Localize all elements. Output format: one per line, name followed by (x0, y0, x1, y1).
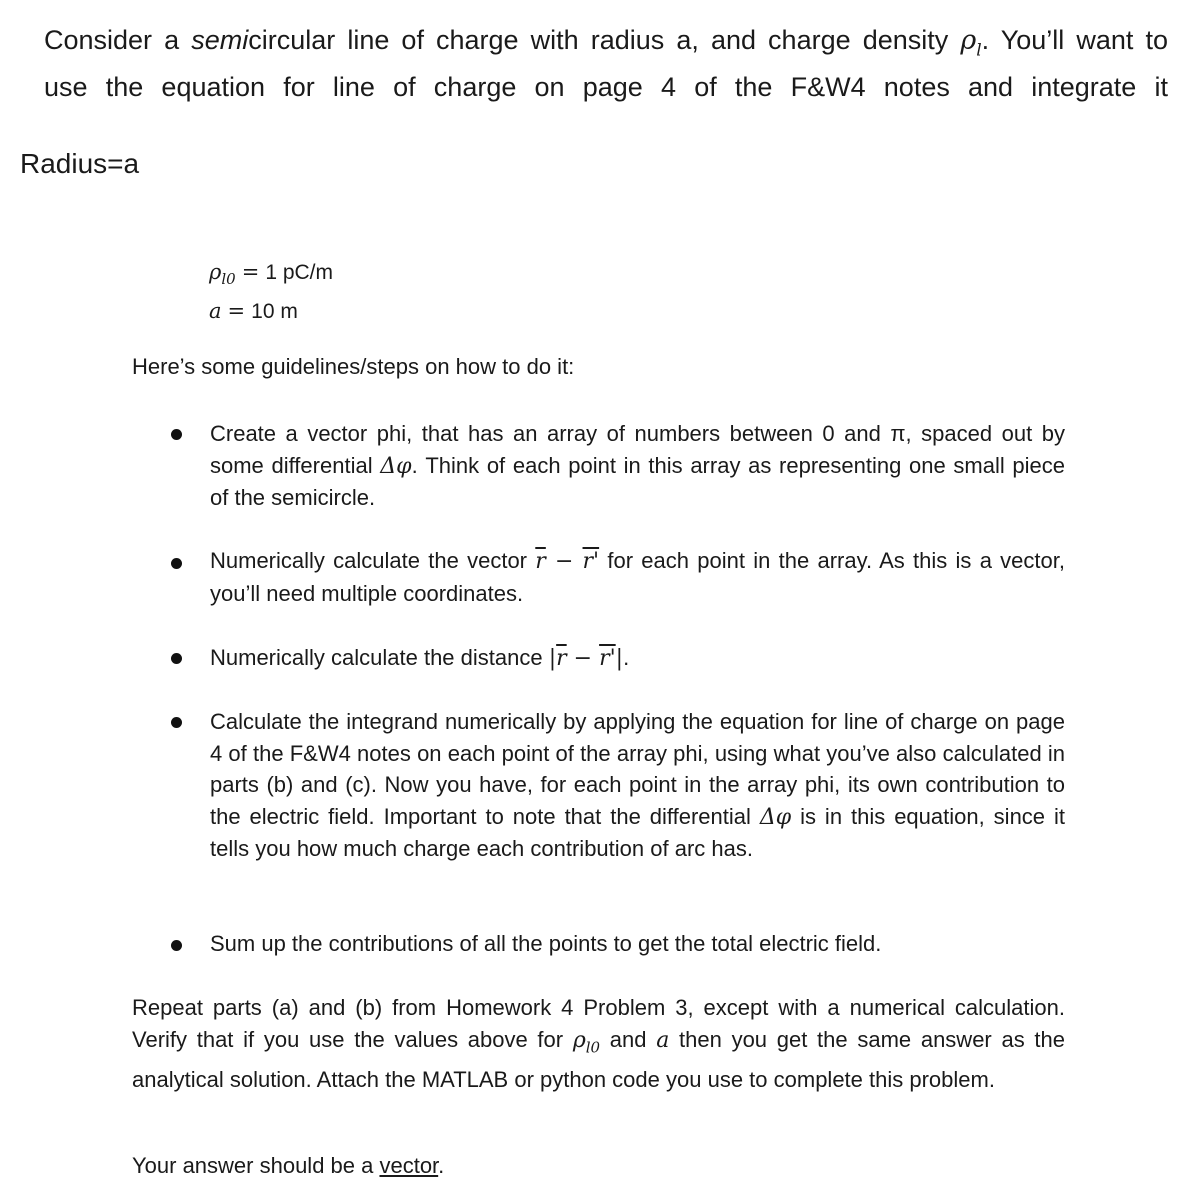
step-3: Numerically calculate the distance $|\overline{r} - r'|$. (210, 645, 630, 671)
given-a: a = 10 m (209, 299, 298, 324)
step-2: Numerically calculate the vector $\overline{r} - r'$ for each point in the array. As this is a vector, you’ll need multiple coordinates. (210, 548, 1065, 606)
bullet-icon (171, 653, 182, 664)
bullet-icon (171, 558, 182, 569)
bullet-icon (171, 717, 182, 728)
bullet-icon (171, 429, 182, 440)
rho-l0-symbol: $\rho_{l0}$ (572, 1027, 601, 1056)
step-4: Calculate the integrand numerically by applying the equation for line of charge on page 4 of the F&W4 notes on each point of the array phi, using what you’ve also calculated in parts (b) and (c). Now you have, for each point in the array phi, its own contribution to the electric field. Important to note that the differential Δφ is in this equation, since it tells you how much charge each contribution of arc has. (210, 709, 1065, 862)
closing-paragraph: Repeat parts (a) and (b) from Homework 4 Problem 3, except with a numerical calculation. Verify that if you use the values above for $\rho_{l0}$ and a then you get the same answer as the analytical solution. Attach the MATLAB or python code you use to complete this problem. (132, 995, 1065, 1092)
step-5: Sum up the contributions of all the points to get the total electric field. (210, 931, 882, 956)
guidelines-title: Here’s some guidelines/steps on how to do it: (132, 354, 575, 379)
intro-line-1: Consider a semicircular line of charge with radius a, and charge density $\rho_l$. You’ll want to (44, 25, 1168, 61)
given-rho0: $\rho_{l0} = 1$ pC/m (209, 260, 333, 289)
rho-l-symbol: $\rho_l$ (960, 25, 982, 61)
answer-line: Your answer should be a vector. (132, 1153, 445, 1178)
answer-vector-word: vector (379, 1153, 439, 1178)
given-values (209, 256, 333, 328)
radius-label: Radius=a (20, 148, 140, 179)
emphasis-semi: semi (191, 25, 249, 55)
bullet-icon (171, 940, 182, 951)
problem-intro (44, 22, 1168, 106)
intro-line-2: use the equation for line of charge on page 4 of the F&W4 notes and integrate it (44, 72, 1168, 103)
step-1: Create a vector phi, that has an array of numbers between 0 and π, spaced out by some differential Δφ. Think of each point in this array as representing one small piece of the semicircle. (210, 421, 1065, 511)
